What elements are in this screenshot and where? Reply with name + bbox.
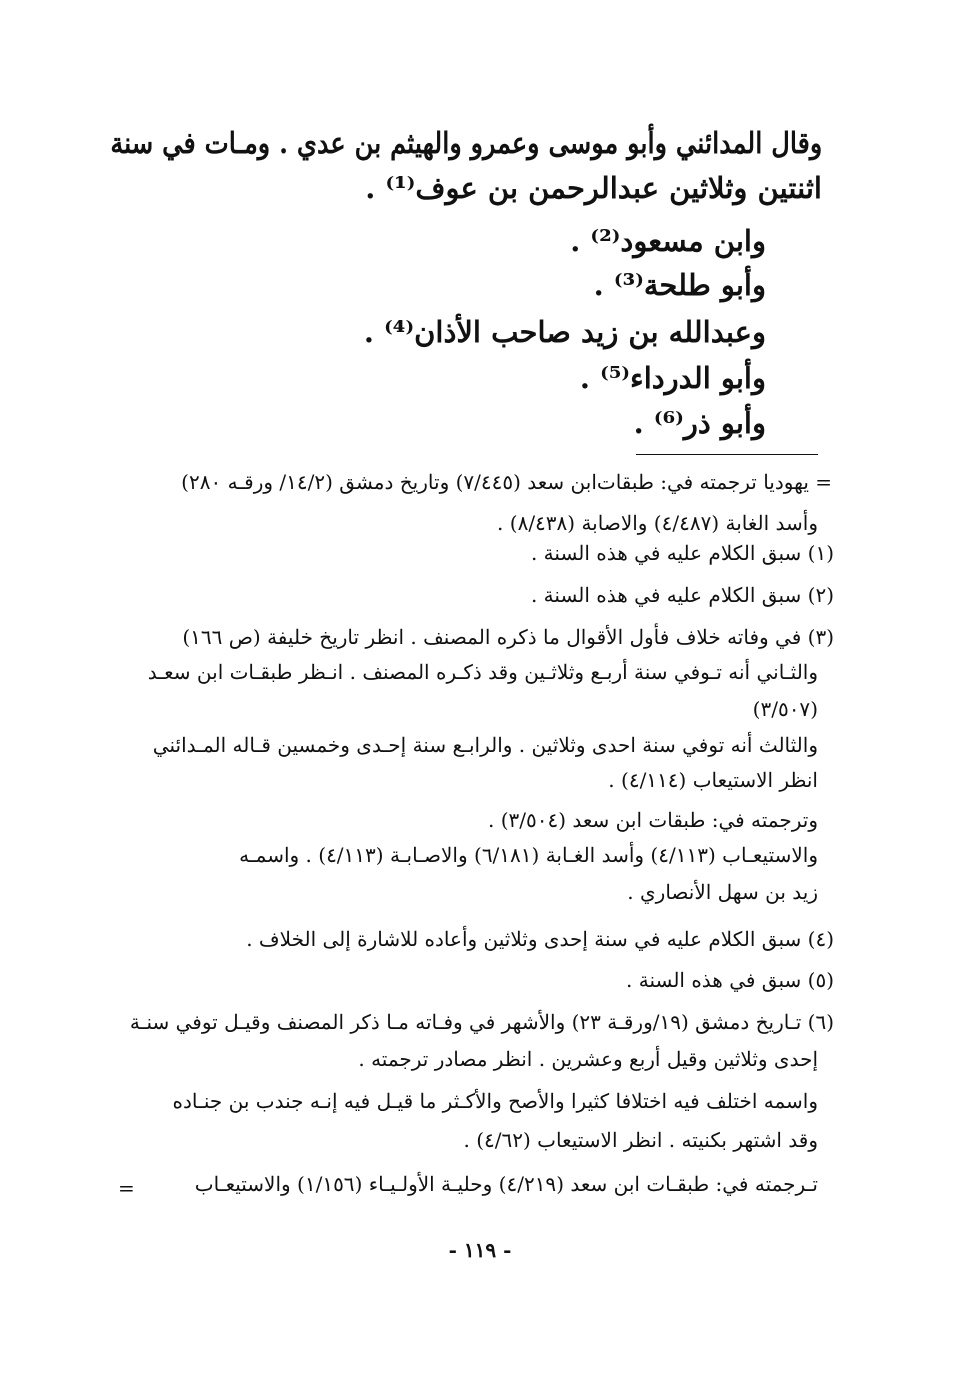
- footnote-line: انظر الاستيعاب (٤/١١٤) .: [608, 768, 818, 792]
- main-text-line: وقال المدائني وأبو موسى وعمرو والهيثم بن عدي . ومـات في سنة: [110, 126, 822, 160]
- footnote-line: والثالث أنه توفي سنة احدى وثلاثين . والرابـع سنة إحـدى وخمسين قـاله المـدائني: [152, 733, 818, 757]
- footnote-2: (٢) سبق الكلام عليه في هذه السنة .: [530, 583, 834, 607]
- page-number: - ١١٩ -: [448, 1238, 512, 1262]
- footnote-6: (٦) تـاريخ دمشق (١٩/ورقـة ٢٣) والأشهر في وفـاته مـا ذكر المصنف وقيـل توفي سنـة: [129, 1010, 834, 1034]
- main-text-line: اثنتين وثلاثين عبدالرحمن بن عوف⁽¹⁾ .: [365, 171, 822, 205]
- footnote-line: وترجمته في: طبقات ابن سعد (٣/٥٠٤) .: [488, 808, 818, 832]
- main-text-line: وابن مسعود⁽²⁾ .: [570, 224, 766, 258]
- footnote-5: (٥) سبق في هذه السنة .: [626, 968, 834, 992]
- footnote-line: والاستيعـاب (٤/١١٣) وأسد الغـابة (٦/١٨١) والاصـابـة (٤/١١٣) . واسمـه: [239, 843, 818, 867]
- footnote-1: (١) سبق الكلام عليه في هذه السنة .: [530, 541, 834, 565]
- footnote-line: واسمه اختلف فيه اختلافا كثيرا والأصح والأكـثر ما قيـل فيه إنـه جندب بن جنـاده: [172, 1089, 818, 1113]
- main-text-line: وأبو طلحة⁽³⁾ .: [593, 268, 766, 302]
- footnote-3: (٣) في وفاته خلاف فأول الأقوال ما ذكره المصنف . انظر تاريخ خليفة (ص ١٦٦): [182, 625, 834, 649]
- continuation-mark: =: [118, 1176, 135, 1200]
- footnote-line: (٣/٥٠٧): [752, 697, 818, 721]
- footnote-separator: [636, 454, 818, 455]
- footnote-4: (٤) سبق الكلام عليه في سنة إحدى وثلاثين وأعاده للاشارة إلى الخلاف .: [246, 927, 834, 951]
- footnote-line: وقد اشتهر بكنيته . انظر الاستيعاب (٤/٦٢) .: [463, 1128, 818, 1152]
- footnote-line: تـرجمته في: طبقـات ابن سعد (٤/٢١٩) وحليـة الأولـيـاء (١/١٥٦) والاستيعـاب: [194, 1172, 818, 1196]
- footnote-line: والثـاني أنه تـوفي سنة أربـع وثلاثـين وقد ذكـره المصنف . انـظر طبقـات ابن سعـد: [147, 660, 818, 684]
- footnote-line: إحدى وثلاثين وقيل أربع وعشرين . انظر مصادر ترجمته .: [358, 1047, 818, 1071]
- main-text-line: وأبو الدرداء⁽⁵⁾ .: [579, 361, 766, 395]
- main-text-line: وأبو ذر⁽⁶⁾ .: [633, 406, 766, 440]
- main-text-line: وعبدالله بن زيد صاحب الأذان⁽⁴⁾ .: [363, 315, 766, 349]
- footnote-line: زيد بن سهل الأنصاري .: [627, 880, 818, 904]
- footnote-line: وأسد الغابة (٤/٤٨٧) والاصابة (٨/٤٣٨) .: [497, 511, 818, 535]
- footnote-line: = يهوديا ترجمته في: طبقات‌ابن سعد (٧/٤٤٥) وتاريخ دمشق (١٤/٢/ ورقـه ٢٨٠): [181, 470, 832, 494]
